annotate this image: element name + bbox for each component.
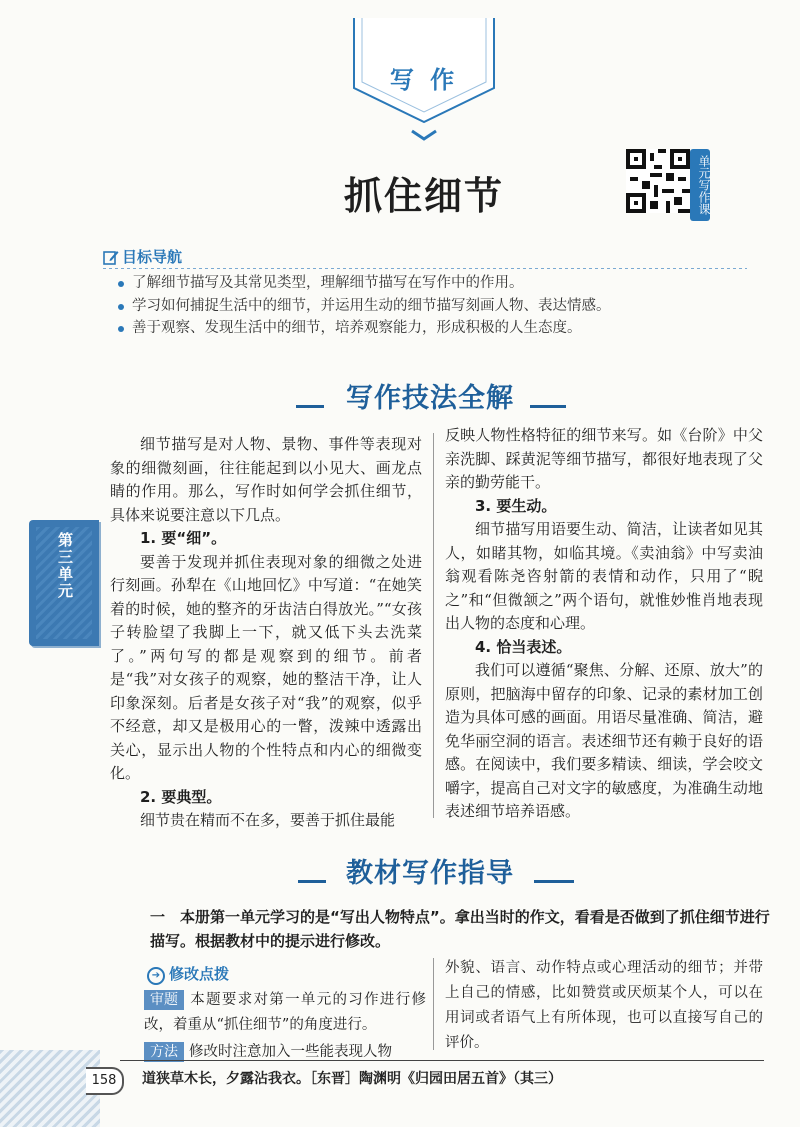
tip-heading xyxy=(147,963,229,985)
tip-review-text: 本题要求对第一单元的习作进行修改，着重从“抓住细节”的角度进行。 xyxy=(144,992,426,1033)
point-heading-4: 4. 恰当表述。 xyxy=(475,637,572,656)
goals-heading xyxy=(103,246,182,267)
tip-heading-label: 修改点拨 xyxy=(169,965,230,983)
task-text: 一 本册第一单元学习的是“写出人物特点”。拿出当时的作文，看看是否做到了抓住细节进行描写。根据教材中的提示进行修改。 xyxy=(150,908,770,950)
pencil-note-icon xyxy=(103,249,119,265)
goals-list xyxy=(116,272,756,340)
qr-code-icon[interactable] xyxy=(626,149,690,213)
task-prompt xyxy=(120,905,770,953)
page-title: 抓住细节 xyxy=(343,174,504,218)
tip-method-text-cont: 外貌、语言、动作特点或心理活动的细节；并带上自己的情感，比如赞赏或厌烦某个人，可以在用词或者语气上有所体现，也可以直接写自己的评价。 xyxy=(445,960,763,1051)
point-heading-2: 2. 要典型。 xyxy=(140,787,222,806)
tip-review xyxy=(118,988,426,1038)
section-title-techniques: 写作技法全解 xyxy=(346,383,514,414)
badge-method: 方法 xyxy=(144,1042,184,1062)
goals-heading-label: 目标导航 xyxy=(122,248,183,266)
page-number: 158 xyxy=(86,1067,124,1095)
point-paragraph-3: 细节描写用语要生动、简洁，让读者如见其人，如睹其物，如临其境。《卖油翁》中写卖油翁观看陈尧咨射箭的表情和动作，只用了“睨之”和“但微颔之”两个语句，就惟妙惟肖地表现出人物的态度和心理。 xyxy=(445,520,763,632)
point-paragraph-1: 要善于发现并抓住表现对象的细微之处进行刻画。孙犁在《山地回忆》中写道：“在她笑着的时候，她的整齐的牙齿洁白得放光。”“女孩子转脸望了我脚上一下，就又低下头去洗菜了。”两句写的都是观察到的细节。前者是“我”对女孩子的观察，她的整洁干净，让人印象深刻。后者是女孩子对“我”的观察，似乎不经意，却又是极用心的一瞥，泼辣中透露出关心，显示出人物的个性特点和内心的细微变化。 xyxy=(110,552,422,782)
chevron-down-icon xyxy=(409,128,439,142)
goal-item: 学习如何捕捉生活中的细节，并运用生动的细节描写刻画人物、表达情感。 xyxy=(116,295,756,318)
goal-item: 善于观察、发现生活中的细节，培养观察能力，形成积极的人生态度。 xyxy=(116,317,756,340)
tips-right-column xyxy=(445,956,763,1056)
qr-label: 单元写作课 xyxy=(690,149,710,221)
footer-rule xyxy=(120,1060,764,1061)
section-title-bar-right xyxy=(530,405,566,408)
tip-method-text: 修改时注意加入一些能表现人物 xyxy=(189,1044,392,1060)
point-heading-1: 1. 要“细”。 xyxy=(140,529,227,547)
tip-method xyxy=(118,1040,426,1065)
techniques-left-column xyxy=(110,433,422,833)
point-paragraph-2-cont: 反映人物性格特征的细节来写。如《台阶》中父亲洗脚、踩黄泥等细节描写，都很好地表现了父亲的勤劳能干。 xyxy=(445,426,763,491)
column-divider xyxy=(433,433,434,818)
section2-title-bar-right xyxy=(534,880,574,883)
arrow-circle-icon: ➔ xyxy=(147,967,165,985)
goal-item: 了解细节描写及其常见类型，理解细节描写在写作中的作用。 xyxy=(116,272,756,295)
goals-divider xyxy=(103,268,747,269)
tips-column-divider xyxy=(433,958,434,1050)
intro-paragraph: 细节描写是对人物、景物、事件等表现对象的细微刻画，往往能起到以小见大、画龙点睛的作用。那么，写作时如何学会抓住细节，具体来说要注意以下几点。 xyxy=(110,435,422,524)
badge-review: 审题 xyxy=(144,990,184,1010)
point-paragraph-4: 我们可以遵循“聚焦、分解、还原、放大”的原则，把脑海中留存的印象、记录的素材加工创造为具体可感的画面。用语尽量准确、简洁，避免华丽空洞的语言。表述细节还有赖于良好的语感。在阅读中，我们要多精读、细读，学会咬文嚼字，提高自己对文字的敏感度，为准确生动地表述细节培养语感。 xyxy=(445,661,763,820)
corner-pattern xyxy=(0,1050,100,1127)
unit-side-tab-label: 第三单元 xyxy=(56,532,74,600)
section-title-guidance: 教材写作指导 xyxy=(346,858,514,889)
point-paragraph-2: 细节贵在精而不在多，要善于抓住最能 xyxy=(140,811,396,829)
tips-left-column xyxy=(118,988,426,1065)
banner-label: 写 作 xyxy=(389,66,459,94)
footer-quote: 道狭草木长，夕露沾我衣。［东晋］陶渊明《归园田居五首》（其三） xyxy=(142,1071,562,1087)
techniques-right-column xyxy=(445,424,763,824)
point-heading-3: 3. 要生动。 xyxy=(475,496,557,515)
